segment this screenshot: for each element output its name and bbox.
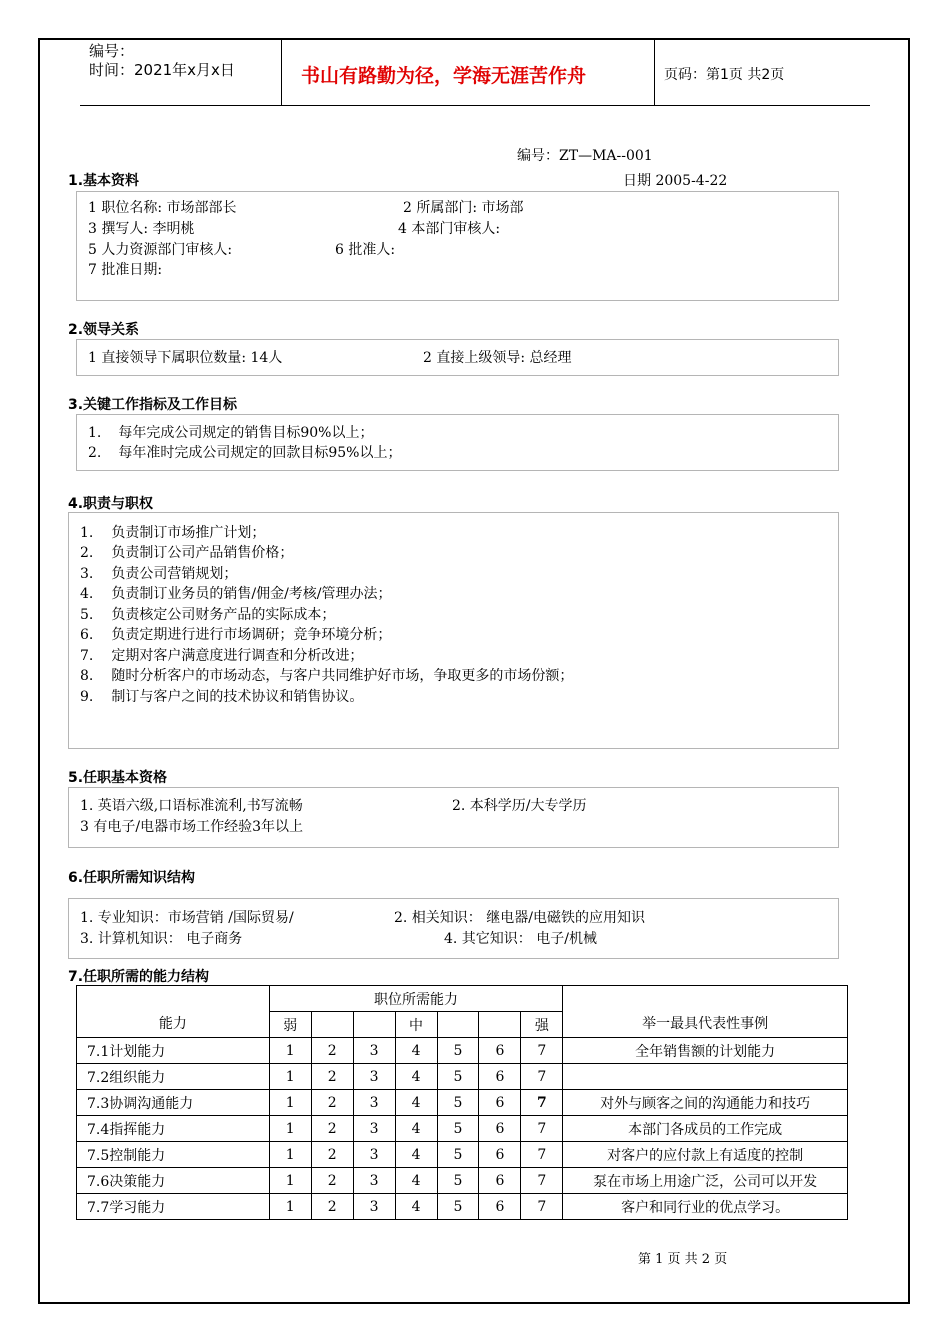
header-divider-left (281, 38, 282, 105)
item-text: 负责定期进行进行市场调研；竞争环境分析； (111, 627, 392, 643)
score-cell: 2 (311, 1116, 353, 1142)
ability-name: 7.2组织能力 (77, 1064, 270, 1090)
item-text: 负责制订市场推广计划； (111, 525, 266, 541)
item-text: 每年完成公司规定的销售目标90%以上； (118, 425, 374, 441)
header-ability: 能力 (77, 986, 270, 1038)
item-number: 5. (80, 607, 94, 623)
document-code: 编号：ZT—MA--001 (517, 148, 653, 164)
score-cell: 1 (269, 1194, 311, 1220)
example-cell: 泵在市场上用途广泛，公司可以开发 (563, 1168, 848, 1194)
example-cell: 全年销售额的计划能力 (563, 1038, 848, 1064)
ability-name: 7.4指挥能力 (77, 1116, 270, 1142)
item-number: 6. (80, 627, 94, 643)
score-cell: 7 (521, 1064, 563, 1090)
score-cell: 5 (437, 1116, 479, 1142)
dept-reviewer: 4 本部门审核人: (398, 221, 501, 237)
list-item (80, 563, 237, 583)
score-cell: 2 (311, 1090, 353, 1116)
score-cell: 3 (353, 1168, 395, 1194)
score-cell: 3 (353, 1064, 395, 1090)
section-1-box (76, 191, 839, 301)
score-cell: 2 (311, 1064, 353, 1090)
header-blank (437, 1012, 479, 1038)
document-date: 日期 2005-4-22 (623, 173, 728, 189)
table-row (77, 1142, 848, 1168)
score-cell: 6 (479, 1194, 521, 1220)
score-cell: 7 (521, 1168, 563, 1194)
score-cell: 6 (479, 1064, 521, 1090)
list-item (80, 522, 265, 542)
header-number-label: 编号： (89, 42, 135, 60)
item-number: 4. (80, 586, 94, 602)
score-cell: 6 (479, 1168, 521, 1194)
score-cell: 5 (437, 1038, 479, 1064)
item-number: 2. (80, 545, 94, 561)
score-cell: 1 (269, 1064, 311, 1090)
ability-name: 7.7学习能力 (77, 1194, 270, 1220)
list-item (80, 542, 293, 562)
qualification-language: 1. 英语六级,口语标准流利,书写流畅 (80, 798, 303, 814)
header-blank (353, 1012, 395, 1038)
direct-superior: 2 直接上级领导: 总经理 (423, 350, 572, 366)
table-row (77, 1038, 848, 1064)
score-cell: 7 (521, 1090, 563, 1116)
list-item (80, 686, 363, 706)
score-cell: 4 (395, 1064, 437, 1090)
section-3-box (76, 414, 839, 471)
approver: 6 批准人: (335, 242, 396, 258)
list-item (80, 645, 363, 665)
header-mid: 中 (395, 1012, 437, 1038)
score-cell: 2 (311, 1168, 353, 1194)
score-cell: 7 (521, 1116, 563, 1142)
section-2-title: 2.领导关系 (68, 322, 140, 338)
header-motto: 书山有路勤为径，学海无涯苦作舟 (301, 65, 587, 87)
item-text: 负责公司营销规划； (111, 566, 238, 582)
page-footer: 第 1 页 共 2 页 (638, 1252, 728, 1267)
section-2-box (76, 339, 839, 376)
score-cell: 1 (269, 1116, 311, 1142)
score-cell: 4 (395, 1194, 437, 1220)
score-cell: 4 (395, 1090, 437, 1116)
header-strong: 强 (521, 1012, 563, 1038)
header-bottom-rule (80, 105, 870, 106)
header-example: 举一最具代表性事例 (563, 986, 848, 1038)
example-cell: 对外与顾客之间的沟通能力和技巧 (563, 1090, 848, 1116)
item-text: 负责核定公司财务产品的实际成本； (111, 607, 336, 623)
score-cell: 2 (311, 1038, 353, 1064)
score-cell: 3 (353, 1090, 395, 1116)
table-row (77, 1116, 848, 1142)
score-cell: 5 (437, 1168, 479, 1194)
subordinate-count: 1 直接领导下属职位数量: 14人 (88, 350, 283, 366)
qualification-education: 2. 本科学历/大专学历 (452, 798, 587, 814)
score-cell: 2 (311, 1194, 353, 1220)
score-cell: 3 (353, 1142, 395, 1168)
ability-name: 7.1计划能力 (77, 1038, 270, 1064)
header-page-info: 页码：第1页 共2页 (664, 67, 785, 83)
table-row (77, 1168, 848, 1194)
score-cell: 7 (521, 1142, 563, 1168)
score-cell: 1 (269, 1142, 311, 1168)
score-cell: 6 (479, 1090, 521, 1116)
score-cell: 3 (353, 1194, 395, 1220)
item-text: 随时分析客户的市场动态，与客户共同维护好市场，争取更多的市场份额； (111, 668, 574, 684)
score-cell: 2 (311, 1142, 353, 1168)
score-cell: 1 (269, 1090, 311, 1116)
score-cell: 1 (269, 1038, 311, 1064)
table-row (77, 1194, 848, 1220)
ability-name: 7.6决策能力 (77, 1168, 270, 1194)
score-cell: 5 (437, 1064, 479, 1090)
knowledge-other: 4. 其它知识： 电子/机械 (444, 931, 597, 947)
example-cell: 对客户的应付款上有适度的控制 (563, 1142, 848, 1168)
header-blank (479, 1012, 521, 1038)
item-number: 8. (80, 668, 94, 684)
knowledge-related: 2. 相关知识： 继电器/电磁铁的应用知识 (394, 910, 645, 926)
item-text: 定期对客户满意度进行调查和分析改进； (111, 648, 364, 664)
ability-name: 7.3协调沟通能力 (77, 1090, 270, 1116)
score-cell: 4 (395, 1168, 437, 1194)
knowledge-professional: 1. 专业知识：市场营销 /国际贸易/ (80, 910, 294, 926)
score-cell: 3 (353, 1116, 395, 1142)
section-1-title: 1.基本资料 (68, 173, 140, 189)
score-cell: 4 (395, 1142, 437, 1168)
hr-reviewer: 5 人力资源部门审核人: (88, 242, 233, 258)
section-6-title: 6.任职所需知识结构 (68, 870, 196, 886)
example-cell: 本部门各成员的工作完成 (563, 1116, 848, 1142)
list-item (80, 665, 573, 685)
header-weak: 弱 (269, 1012, 311, 1038)
item-number: 1. (80, 525, 94, 541)
qualification-experience: 3 有电子/电器市场工作经验3年以上 (80, 819, 303, 835)
score-cell: 7 (521, 1038, 563, 1064)
approval-date: 7 批准日期: (88, 262, 163, 278)
example-cell: 客户和同行业的优点学习。 (563, 1194, 848, 1220)
header-blank (311, 1012, 353, 1038)
score-cell: 7 (521, 1194, 563, 1220)
score-cell: 4 (395, 1038, 437, 1064)
section-6-box (68, 898, 839, 959)
list-item (80, 583, 392, 603)
section-4-title: 4.职责与职权 (68, 496, 154, 512)
score-cell: 5 (437, 1090, 479, 1116)
score-cell: 3 (353, 1038, 395, 1064)
header-required-ability: 职位所需能力 (269, 986, 563, 1012)
table-row (77, 1064, 848, 1090)
list-item (80, 624, 391, 644)
header-top-rule (80, 38, 870, 39)
item-number: 3. (80, 566, 94, 582)
department: 2 所属部门: 市场部 (403, 200, 524, 216)
score-cell: 6 (479, 1116, 521, 1142)
list-item (80, 604, 335, 624)
section-3-title: 3.关键工作指标及工作目标 (68, 397, 238, 413)
score-cell: 4 (395, 1116, 437, 1142)
score-cell: 6 (479, 1038, 521, 1064)
score-cell: 1 (269, 1168, 311, 1194)
item-number: 9. (80, 689, 94, 705)
list-item (88, 422, 373, 442)
section-5-box (68, 787, 839, 848)
item-number: 1. (88, 425, 102, 441)
section-4-box (68, 512, 839, 749)
list-item (88, 442, 401, 462)
section-7-title: 7.任职所需的能力结构 (68, 969, 210, 985)
item-text: 制订与客户之间的技术协议和销售协议。 (111, 689, 364, 705)
table-row (77, 1090, 848, 1116)
header-divider-right (654, 38, 655, 105)
author: 3 撰写人: 李明桃 (88, 221, 195, 237)
position-name: 1 职位名称: 市场部部长 (88, 200, 237, 216)
example-cell (563, 1064, 848, 1090)
ability-name: 7.5控制能力 (77, 1142, 270, 1168)
item-text: 负责制订业务员的销售/佣金/考核/管理办法； (111, 586, 392, 602)
item-number: 7. (80, 648, 94, 664)
section-5-title: 5.任职基本资格 (68, 770, 168, 786)
ability-table (76, 985, 848, 1220)
item-text: 每年准时完成公司规定的回款目标95%以上； (118, 445, 402, 461)
header-time: 时间：2021年x月x日 (89, 61, 235, 79)
score-cell: 5 (437, 1142, 479, 1168)
knowledge-computer: 3. 计算机知识： 电子商务 (80, 931, 243, 947)
score-cell: 5 (437, 1194, 479, 1220)
item-text: 负责制订公司产品销售价格； (111, 545, 294, 561)
score-cell: 6 (479, 1142, 521, 1168)
item-number: 2. (88, 445, 102, 461)
